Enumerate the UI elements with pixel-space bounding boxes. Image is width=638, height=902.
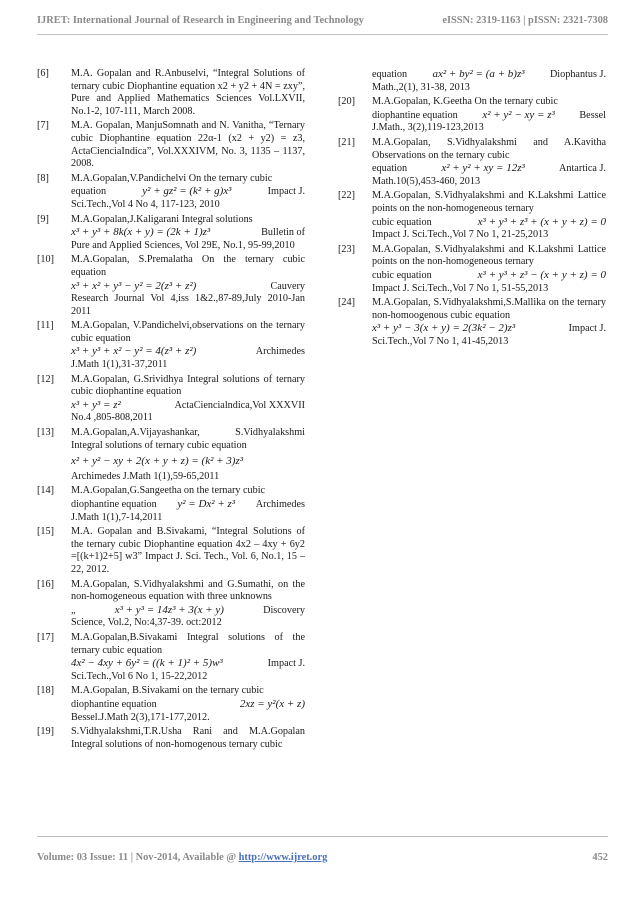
issn: eISSN: 2319-1163 | pISSN: 2321-7308	[442, 15, 608, 26]
equation-line	[372, 68, 606, 82]
equation: x² + y² + xy = 12z³	[441, 162, 525, 175]
equation-suffix: ActaCiencialndica,Vol XXXVII	[174, 399, 305, 411]
equation-line	[372, 216, 606, 230]
equation-prefix: cubic equation	[372, 269, 432, 281]
equation-prefix: equation	[71, 186, 107, 198]
header-rule	[37, 34, 608, 35]
equation: x³ + y³ = z²	[71, 398, 121, 411]
equation-prefix: diophantine equation	[71, 698, 157, 710]
reference-body	[71, 120, 305, 170]
equation-line	[71, 345, 305, 359]
reference-number: [24]	[338, 297, 355, 309]
reference-item	[37, 374, 305, 425]
left-column	[37, 68, 305, 753]
equation-suffix: Bessel	[579, 109, 606, 121]
right-column	[338, 68, 606, 350]
reference-citation: J.Math 1(1),7-14,2011	[71, 511, 163, 523]
reference-number: [15]	[37, 526, 54, 538]
reference-number: [14]	[37, 485, 54, 497]
reference-citation: No.4 ,805-808,2011	[71, 412, 153, 424]
reference-number	[338, 68, 372, 94]
reference-number: [11]	[37, 320, 54, 332]
footer-rule	[37, 836, 608, 837]
reference-item	[37, 68, 305, 118]
reference-item	[37, 173, 305, 212]
reference-text: M.A.Gopalan, S.Vidhyalakshmi and A.Kavitha Observations on the ternary cubic	[372, 136, 606, 161]
reference-text: M.A.Gopalan, S.Premalatha On the ternary cubic equation	[71, 254, 305, 278]
footer-url-link[interactable]: http://www.ijret.org	[238, 852, 328, 863]
equation: x² + y² − xy + 2(x + y + z) = (k² + 3)z³	[71, 455, 244, 468]
reference-body	[71, 632, 305, 683]
equation: x³ + y³ = 14z³ + 3(x + y)	[114, 603, 224, 616]
equation-prefix: diophantine equation	[372, 109, 458, 121]
reference-item	[37, 485, 305, 524]
reference-item	[338, 190, 606, 241]
reference-number: [12]	[37, 373, 54, 385]
reference-item	[37, 526, 305, 576]
reference-body	[372, 297, 606, 348]
reference-text: M.A. Gopalan, ManjuSomnath and N. Vanitha, “Ternary cubic Diophantine equation 22α-1 (x2 + y2) = z3, ActaCienciaIndica”, Vol.XXXIVM, No. 3, 1135 – 1137, 2008.	[71, 120, 305, 170]
reference-text: M.A.Gopalan, G.Srividhya Integral solutions of ternary cubic diophantine equation	[71, 373, 305, 398]
reference-body	[71, 214, 305, 253]
equation-suffix: Impact J.	[267, 186, 305, 198]
reference-number: [18]	[37, 685, 54, 697]
reference-number: [6]	[37, 68, 49, 79]
reference-citation: Sci.Tech.,Vol 7 No 1, 41-45,2013	[372, 335, 509, 347]
reference-number: [20]	[338, 96, 355, 108]
reference-text: M.A.Gopalan, S.Vidhyalakshmi and G.Sumathi, on the non-homogeneous equation with three unknowns	[71, 578, 305, 603]
equation: y² + gz² = (k² + g)x³	[142, 185, 232, 198]
footer-volume	[37, 852, 327, 863]
equation-line	[372, 162, 606, 176]
reference-text: S.Vidhyalakshmi,T.R.Usha Rani and M.A.Gopalan Integral solutions of non-homogenous ternary cubic	[71, 726, 305, 750]
reference-citation: Math.,2(1), 31-38, 2013	[372, 81, 470, 93]
reference-citation: Archimedes J.Math 1(1),59-65,2011	[71, 470, 220, 482]
page-footer	[37, 852, 608, 863]
reference-citation: Science, Vol.2, No:4,37-39. oct:2012	[71, 617, 222, 629]
equation-line	[71, 604, 305, 618]
equation-suffix: Impact J.	[568, 323, 606, 335]
equation-line	[372, 322, 606, 336]
reference-citation: Sci.Tech.,Vol 6 No 1, 15-22,2012	[71, 670, 208, 682]
reference-text: M.A. Gopalan and B.Sivakami, “Integral Solutions of the ternary cubic Diophantine equation 4x2 – 4xy + 6y2 =[(k+1)2+5] w3” Impact J. Sci. Tech., Vol. 6, No.1, 15 – 22, 2012.	[71, 526, 305, 575]
reference-number: [9]	[37, 213, 49, 225]
equation-suffix: Archimedes	[255, 346, 305, 358]
reference-number: [16]	[37, 578, 54, 590]
reference-number: [19]	[37, 726, 54, 738]
equation-suffix: Diophantus J.	[549, 69, 606, 80]
reference-body	[71, 685, 305, 724]
reference-citation: Sci.Tech.,Vol 4 No 4, 117-123, 2010	[71, 198, 220, 210]
equation: x³ + y³ + 8k(x + y) = (2k + 1)z³	[71, 226, 211, 239]
equation-line	[71, 452, 305, 471]
reference-citation: Impact J. Sci.Tech.,Vol 7 No 1, 51-55,2013	[372, 282, 549, 294]
equation-line	[71, 280, 305, 294]
reference-body	[71, 427, 305, 483]
page-header	[37, 15, 608, 35]
reference-body	[372, 68, 606, 94]
reference-text: M.A.Gopalan,A.Vijayashankar, S.Vidhyalakshmi Integral solutions of ternary cubic equation	[71, 427, 305, 451]
equation: x³ + x² + y³ − y² = 2(z³ + z²)	[71, 279, 197, 292]
reference-text: M.A. Gopalan and R.Anbuselvi, “Integral Solutions of ternary cubic Diophantine equation x2 + y2 + 4N = zxy”, Pure and Applied Mathematics Sciences Vol.LXVII, No.1-2, 107-111, March 2008.	[71, 68, 305, 117]
equation-suffix: Cauvery	[270, 280, 305, 292]
reference-text: M.A.Gopalan,V.Pandichelvi On the ternary cubic	[71, 172, 273, 184]
reference-item	[338, 96, 606, 135]
reference-body	[372, 190, 606, 241]
reference-citation: J.Math 1(1),31-37,2011	[71, 359, 168, 371]
reference-item	[37, 254, 305, 318]
footer-volume-text: Volume: 03 Issue: 11 | Nov-2014, Available @	[37, 852, 239, 863]
reference-text: M.A.Gopalan, S.Vidhyalakshmi,S.Mallika on the ternary non-homoogenous cubic equation	[372, 297, 606, 321]
reference-number: [13]	[37, 427, 54, 439]
equation-line	[372, 109, 606, 123]
reference-body	[71, 726, 305, 751]
equation-line	[71, 226, 305, 240]
equation-prefix: diophantine equation	[71, 499, 157, 510]
equation-prefix: cubic equation	[372, 216, 432, 228]
equation: y² = Dx² + z³	[177, 498, 236, 510]
equation: x² + y² − xy = z³	[482, 108, 555, 121]
reference-body	[71, 320, 305, 371]
reference-number: [8]	[37, 172, 49, 184]
reference-number: [7]	[37, 120, 49, 132]
page-number: 452	[592, 852, 608, 863]
reference-item	[37, 579, 305, 630]
reference-item	[37, 214, 305, 253]
reference-body	[71, 173, 305, 212]
reference-citation: Bessel.J.Math 2(3),171-177,2012.	[71, 711, 210, 723]
equation-prefix: equation	[372, 69, 408, 80]
reference-item	[338, 137, 606, 188]
reference-body	[372, 244, 606, 295]
equation-line	[71, 498, 305, 512]
reference-citation: J.Math., 3(2),119-123,2013	[372, 122, 484, 134]
reference-body	[71, 254, 305, 318]
reference-citation: Math.10(5),453-460, 2013	[372, 175, 481, 187]
reference-body	[71, 374, 305, 425]
reference-body	[71, 68, 305, 118]
reference-item	[338, 244, 606, 295]
reference-item	[37, 726, 305, 751]
equation-line	[71, 657, 305, 671]
reference-body	[372, 96, 606, 135]
reference-body	[372, 137, 606, 188]
reference-item	[37, 632, 305, 683]
reference-text: M.A.Gopalan, S.Vidhyalakshmi and K.Lakshmi Lattice points on the non-homogeneous ternary	[372, 190, 606, 214]
equation-line	[71, 185, 305, 199]
reference-body	[71, 526, 305, 576]
reference-number: [10]	[37, 254, 54, 266]
equation: x³ + y³ + z³ + (x + y + z) = 0	[477, 215, 606, 228]
reference-text: M.A.Gopalan,J.Kaligarani Integral solutions	[71, 213, 253, 225]
equation-line	[372, 269, 606, 283]
equation-prefix: equation	[372, 163, 408, 175]
equation-suffix: Impact J.	[267, 658, 305, 670]
reference-text: M.A.Gopalan,G.Sangeetha on the ternary cubic	[71, 485, 266, 497]
reference-item	[37, 685, 305, 724]
equation: x³ + y³ + z³ − (x + y + z) = 0	[477, 268, 606, 281]
reference-item	[338, 297, 606, 348]
reference-citation: Research Journal Vol 4,iss 1&2.,87-89,July 2010-Jan 2011	[71, 293, 305, 317]
equation-line	[71, 399, 305, 413]
equation: 4x² − 4xy + 6y² = ((k + 1)² + 5)w³	[71, 657, 223, 670]
reference-text: M.A.Gopalan,B.Sivakami Integral solutions of the ternary cubic equation	[71, 631, 305, 656]
reference-text: M.A.Gopalan, S.Vidhyalakshmi and K.Lakshmi Lattice points on the non-homogeneous ternary	[372, 243, 606, 268]
equation: x³ + y³ − 3(x + y) = 2(3k² − 2)z³	[372, 322, 516, 335]
reference-number: [22]	[338, 190, 355, 202]
reference-citation: Pure and Applied Sciences, Vol 29E, No.1, 95-99,2010	[71, 239, 295, 251]
reference-citation: Impact J. Sci.Tech.,Vol 7 No 1, 21-25,2013	[372, 229, 549, 241]
equation-suffix: Antartica J.	[559, 163, 606, 175]
equation-suffix: Discovery	[263, 604, 305, 616]
equation: 2xz = y²(x + z)	[239, 697, 305, 710]
reference-item	[37, 120, 305, 170]
reference-number: [17]	[37, 631, 54, 643]
reference-text: M.A.Gopalan, V.Pandichelvi,observations on the ternary cubic equation	[71, 320, 305, 344]
reference-number: [23]	[338, 243, 355, 255]
reference-body	[71, 485, 305, 524]
equation: ax² + by² = (a + b)z³	[432, 68, 525, 80]
journal-title: IJRET: International Journal of Research in Engineering and Technology	[37, 15, 364, 26]
equation: x³ + y³ + x² − y² = 4(z³ + z²)	[71, 345, 197, 358]
equation-prefix: „	[71, 604, 76, 616]
reference-number: [21]	[338, 136, 355, 148]
reference-text: M.A.Gopalan, K.Geetha On the ternary cubic	[372, 96, 558, 108]
reference-text: M.A.Gopalan, B.Sivakami on the ternary cubic	[71, 685, 264, 697]
reference-item	[338, 68, 606, 94]
equation-suffix: Archimedes	[255, 499, 305, 510]
equation-suffix: Bulletin of	[261, 227, 305, 239]
reference-body	[71, 579, 305, 630]
equation-line	[71, 698, 305, 712]
reference-item	[37, 427, 305, 483]
reference-item	[37, 320, 305, 371]
